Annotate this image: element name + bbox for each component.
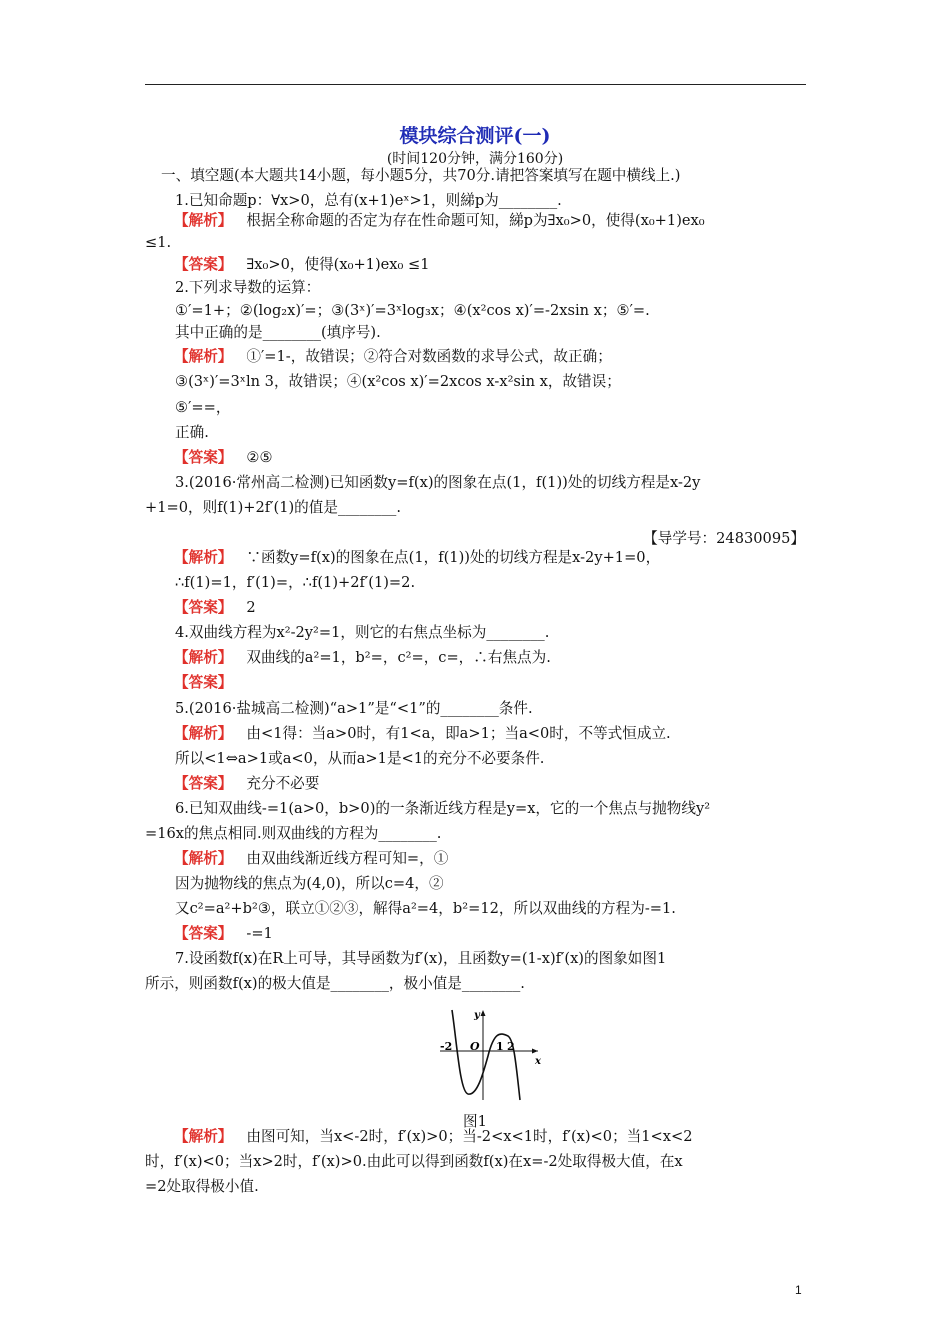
text-line — [175, 301, 650, 321]
section-tag: 【答案】 — [174, 775, 233, 792]
section-tag: 【解析】 — [174, 348, 233, 365]
section-tag: 【答案】 — [174, 925, 233, 942]
line-text: 一、填空题(本大题共14小题，每小题5分，共70分.请把答案填写在题中横线上.) — [161, 167, 681, 184]
guide-number: 【导学号：24830095】 — [643, 530, 805, 547]
section-tag: 【答案】 — [174, 674, 233, 691]
line-text: 2.下列求导数的运算： — [175, 279, 321, 296]
line-text: 6.已知双曲线-=1(a>0，b>0)的一条渐近线方程是y=x，它的一个焦点与抛物线y² — [175, 800, 711, 817]
y-axis-arrow-icon — [481, 1010, 486, 1016]
function-graph-figure — [430, 1004, 550, 1102]
text-line — [175, 372, 621, 392]
line-text: 正确. — [175, 424, 209, 441]
line-text: =16x的焦点相同.则双曲线的方程为________. — [145, 825, 442, 842]
text-line — [175, 623, 549, 643]
text-line — [145, 1152, 683, 1172]
page-title: 模块综合测评(一) — [399, 125, 551, 147]
text-line — [175, 423, 209, 443]
answer-line — [174, 598, 256, 618]
line-text: 7.设函数f(x)在R上可导，其导函数为f′(x)，且函数y=(1-x)f′(x)的图象如图1 — [175, 950, 667, 967]
line-text: +1=0，则f(1)+2f′(1)的值是________. — [145, 499, 401, 516]
line-text: ⑤′==， — [175, 399, 231, 416]
answer-line — [174, 347, 612, 367]
answer-line — [174, 724, 671, 744]
text-line — [175, 899, 676, 919]
line-text: 时，f′(x)<0；当x>2时，f′(x)>0.由此可以得到函数f(x)在x=-2处取得极大值，在x — [145, 1153, 683, 1170]
line-text: 4.双曲线方程为x²-2y²=1，则它的右焦点坐标为________. — [175, 624, 550, 641]
text-line — [175, 191, 562, 211]
text-line — [145, 498, 401, 518]
page-number: 1 — [795, 1283, 802, 1297]
section-tag: 【解析】 — [174, 725, 233, 742]
line-text: 2 — [246, 599, 256, 616]
line-text: 充分不必要 — [246, 775, 320, 792]
line-text: ∵函数y=f(x)的图象在点(1，f(1))处的切线方程是x-2y+1=0， — [246, 549, 661, 566]
text-line — [145, 1177, 259, 1197]
answer-line — [174, 255, 430, 275]
line-text: 所以<1⇔a>1或a<0，从而a>1是<1的充分不必要条件. — [175, 750, 545, 767]
answer-line — [174, 448, 273, 468]
line-text: ②⑤ — [246, 449, 273, 466]
line-text: ①′=1+；②(log₂x)′=；③(3ˣ)′=3ˣlog₃x；④(x²cos x)′=-2xsin x；⑤′=. — [175, 302, 650, 319]
text-line — [145, 824, 441, 844]
tick-label-1: 1 — [496, 1040, 504, 1053]
line-text: 5.(2016·盐城高二检测)“a>1”是“<1”的________条件. — [175, 700, 533, 717]
line-text: 3.(2016·常州高二检测)已知函数y=f(x)的图象在点(1，f(1))处的切线方程是x-2y — [175, 474, 701, 491]
answer-line — [174, 924, 273, 944]
line-text: ≤1. — [145, 234, 172, 251]
answer-line — [174, 211, 705, 231]
line-text: 根据全称命题的否定为存在性命题可知，綈p为∃x₀>0，使得(x₀+1)ex₀ — [246, 212, 705, 229]
answer-line — [174, 673, 246, 693]
tick-label-neg2: -2 — [440, 1040, 453, 1053]
line-text: 由<1得：当a>0时，有1<a，即a>1；当a<0时，不等式恒成立. — [246, 725, 671, 742]
line-text: 其中正确的是________(填序号). — [175, 324, 381, 341]
line-text: ③(3ˣ)′=3ˣln 3，故错误；④(x²cos x)′=2xcos x-x²sin x，故错误； — [175, 373, 621, 390]
text-line — [175, 949, 666, 969]
function-curve — [452, 1010, 520, 1100]
text-line — [145, 233, 171, 253]
line-text: 由双曲线渐近线方程可知=，① — [246, 850, 449, 867]
line-text: ∃x₀>0，使得(x₀+1)ex₀ ≤1 — [246, 256, 430, 273]
text-line — [145, 974, 525, 994]
section-tag: 【解析】 — [174, 850, 233, 867]
page-subtitle: (时间120分钟，满分160分) — [386, 151, 564, 167]
answer-line — [174, 849, 448, 869]
line-text: =2处取得极小值. — [145, 1178, 259, 1195]
line-text: 由图可知，当x<-2时，f′(x)>0；当-2<x<1时，f′(x)<0；当1<x<2 — [246, 1128, 693, 1145]
section-tag: 【解析】 — [174, 549, 233, 566]
origin-label: O — [470, 1040, 480, 1053]
section-tag: 【答案】 — [174, 599, 233, 616]
text-line — [175, 278, 320, 298]
section-tag: 【解析】 — [174, 212, 233, 229]
section-tag: 【解析】 — [174, 649, 233, 666]
line-text: 又c²=a²+b²③，联立①②③，解得a²=4，b²=12，所以双曲线的方程为-=1. — [175, 900, 676, 917]
figure-caption: 图1 — [463, 1113, 487, 1130]
text-line — [175, 398, 230, 418]
line-text: -=1 — [246, 925, 273, 942]
text-line — [175, 799, 710, 819]
line-text: 双曲线的a²=1，b²=，c²=，c=，∴右焦点为. — [246, 649, 551, 666]
text-line — [175, 473, 700, 493]
text-line — [175, 323, 381, 343]
text-line — [161, 166, 681, 186]
line-text: ∴f(1)=1，f′(1)=，∴f(1)+2f′(1)=2. — [175, 574, 416, 591]
line-text: 所示，则函数f(x)的极大值是________，极小值是________. — [145, 975, 525, 992]
line-text: 因为抛物线的焦点为(4,0)，所以c=4，② — [175, 875, 444, 892]
line-text: ①′=1-，故错误；②符合对数函数的求导公式，故正确； — [246, 348, 612, 365]
answer-line — [174, 648, 551, 668]
y-axis-label: y — [474, 1010, 480, 1021]
answer-line — [174, 548, 660, 568]
top-rule — [145, 84, 806, 85]
text-line — [175, 699, 533, 719]
section-tag: 【答案】 — [174, 449, 233, 466]
section-tag: 【解析】 — [174, 1128, 233, 1145]
section-tag: 【答案】 — [174, 256, 233, 273]
text-line — [175, 749, 544, 769]
x-axis-label: x — [535, 1056, 541, 1067]
answer-line — [174, 774, 319, 794]
line-text: 1.已知命题p：∀x>0，总有(x+1)eˣ>1，则綈p为________. — [175, 192, 562, 209]
text-line — [175, 573, 415, 593]
text-line — [175, 874, 444, 894]
x-axis-arrow-icon — [532, 1049, 538, 1054]
tick-label-2: 2 — [507, 1040, 515, 1053]
